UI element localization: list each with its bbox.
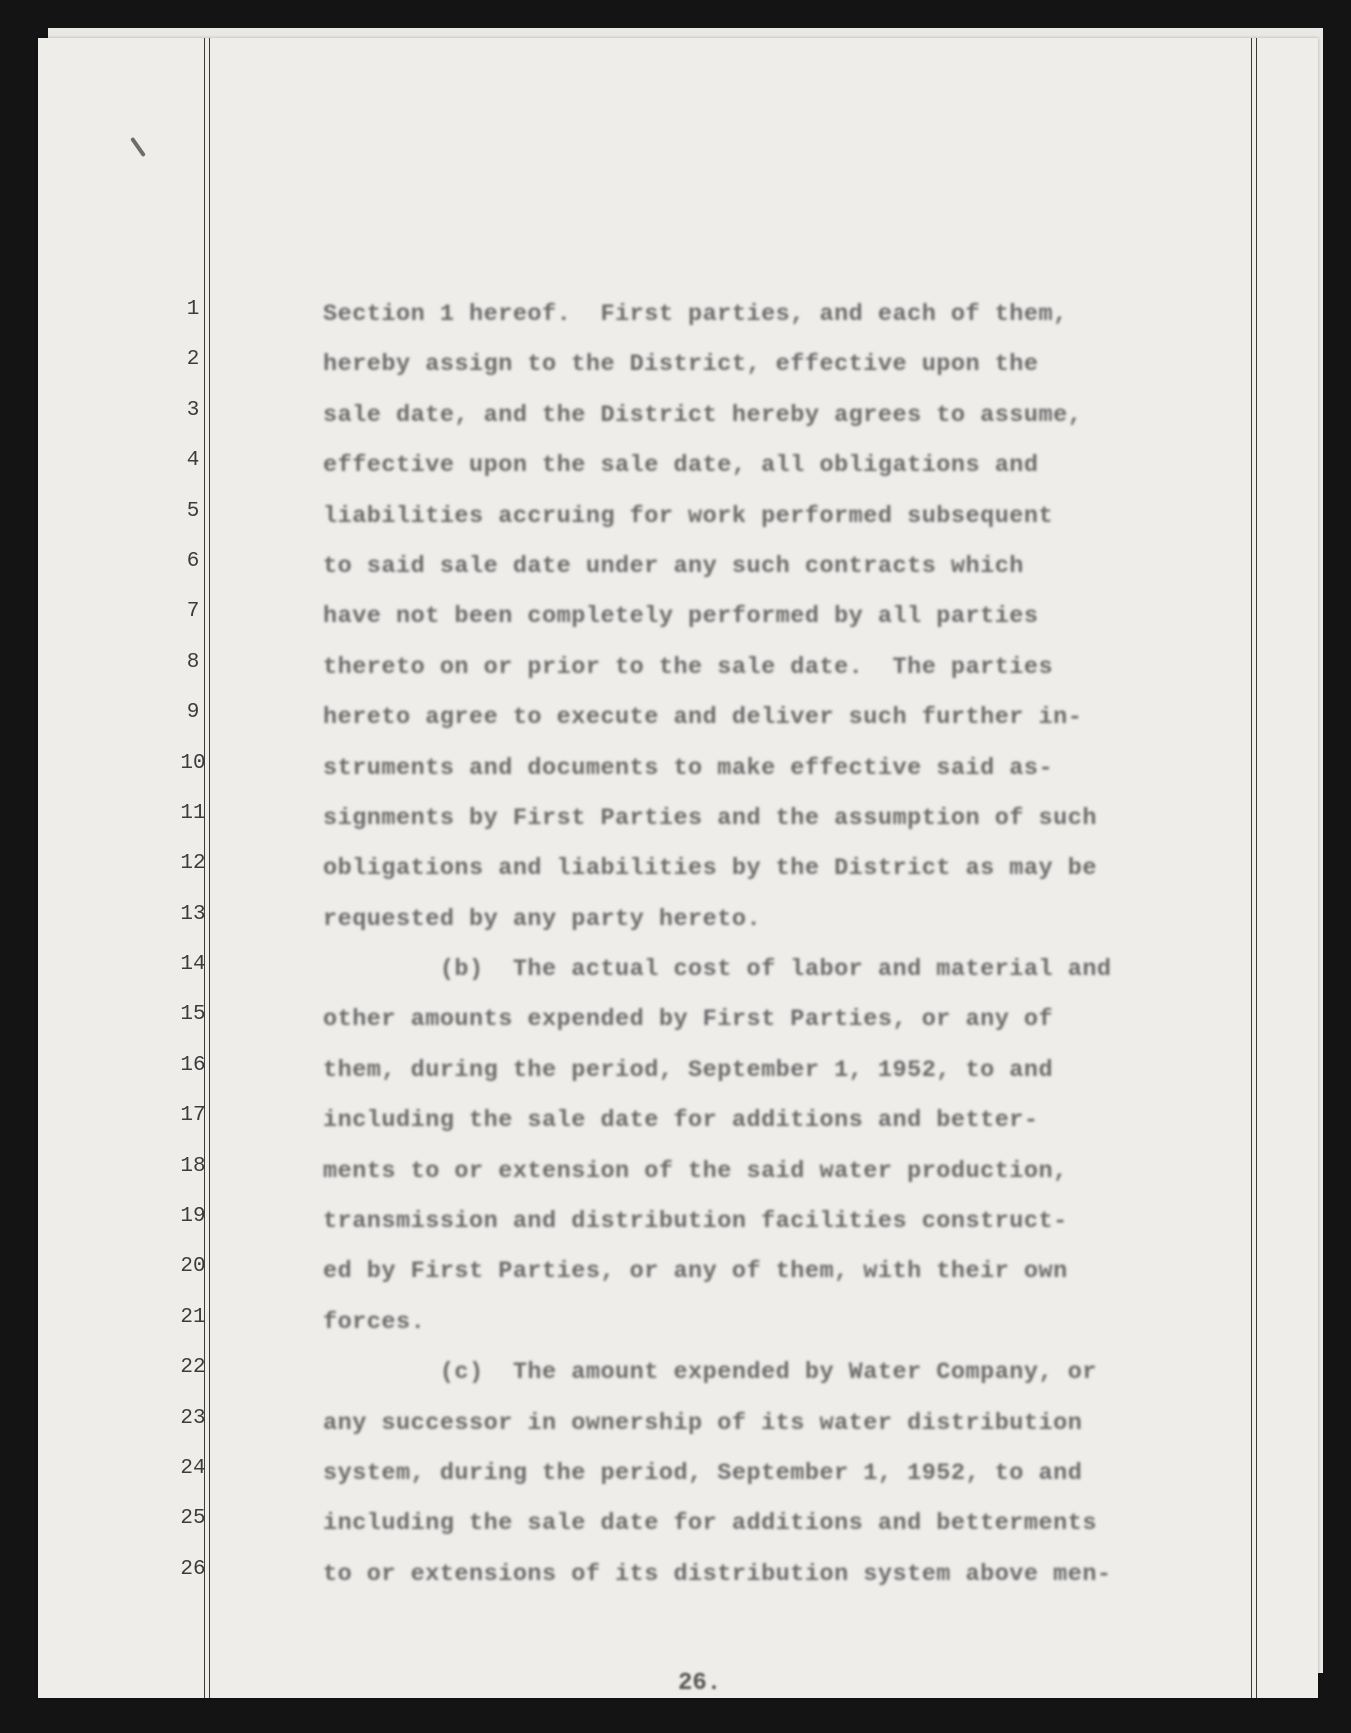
text-line: to or extensions of its distribution system above men-	[323, 1560, 1112, 1588]
line-number: 15	[180, 1003, 206, 1027]
line-number-column	[158, 285, 228, 1595]
text-line: effective upon the sale date, all obligations and	[323, 452, 1039, 480]
line-number: 2	[186, 348, 200, 372]
line-number: 11	[180, 801, 206, 825]
text-line: have not been completely performed by all parties	[323, 603, 1039, 631]
text-line: ments to or extension of the said water production,	[323, 1157, 1068, 1185]
line-number: 17	[180, 1104, 206, 1128]
line-number: 14	[180, 953, 206, 977]
line-number: 4	[186, 449, 200, 473]
line-number: 22	[180, 1356, 206, 1380]
line-number: 13	[180, 902, 206, 926]
line-number: 9	[186, 701, 200, 725]
line-number: 20	[180, 1255, 206, 1279]
line-number: 26	[180, 1557, 206, 1581]
line-number: 10	[180, 751, 206, 775]
line-number: 1	[186, 298, 200, 321]
text-line: (c) The amount expended by Water Company, or	[323, 1359, 1097, 1387]
line-number: 23	[180, 1406, 206, 1430]
line-number: 12	[180, 852, 206, 876]
text-line: including the sale date for additions and betterments	[323, 1510, 1097, 1538]
text-line: liabilities accruing for work performed subsequent	[323, 502, 1054, 530]
text-line: other amounts expended by First Parties, or any of	[323, 1006, 1054, 1034]
document-page	[38, 38, 1318, 1698]
text-line: to said sale date under any such contracts which	[323, 552, 1024, 580]
line-number: 25	[180, 1507, 206, 1531]
text-line: sale date, and the District hereby agrees to assume,	[323, 401, 1083, 429]
line-number: 8	[186, 650, 200, 674]
line-number: 3	[186, 398, 200, 422]
text-line: system, during the period, September 1, 1952, to and	[323, 1459, 1083, 1487]
line-number: 6	[186, 549, 200, 573]
text-line: forces.	[323, 1308, 426, 1336]
right-margin-rule	[1251, 38, 1252, 1698]
text-line: struments and documents to make effective said as-	[323, 754, 1054, 782]
document-body-text	[323, 290, 1173, 1600]
text-line: Section 1 hereof. First parties, and each of them,	[323, 301, 1068, 328]
line-number: 19	[180, 1205, 206, 1229]
right-margin-rule-outer	[1256, 38, 1257, 1698]
text-line: any successor in ownership of its water distribution	[323, 1409, 1083, 1437]
text-line: obligations and liabilities by the District as may be	[323, 855, 1097, 883]
line-number: 18	[180, 1154, 206, 1178]
page-number: 26.	[678, 1670, 722, 1697]
text-line: them, during the period, September 1, 1952, to and	[323, 1056, 1054, 1084]
line-number: 16	[180, 1053, 206, 1077]
text-line: requested by any party hereto.	[323, 905, 762, 933]
line-number: 21	[180, 1305, 206, 1329]
text-line: hereto agree to execute and deliver such further in-	[323, 704, 1083, 732]
text-line: (b) The actual cost of labor and material and	[323, 956, 1112, 984]
text-line: transmission and distribution facilities construct-	[323, 1208, 1068, 1236]
text-line: thereto on or prior to the sale date. The parties	[323, 653, 1054, 681]
text-line: signments by First Parties and the assumption of such	[323, 804, 1097, 832]
line-number: 5	[186, 499, 200, 523]
text-line: hereby assign to the District, effective upon the	[323, 351, 1039, 379]
line-number: 24	[180, 1456, 206, 1480]
line-number: 7	[186, 600, 200, 624]
text-line: ed by First Parties, or any of them, with their own	[323, 1258, 1068, 1286]
text-line: including the sale date for additions and better-	[323, 1107, 1039, 1135]
pencil-mark	[130, 137, 146, 157]
